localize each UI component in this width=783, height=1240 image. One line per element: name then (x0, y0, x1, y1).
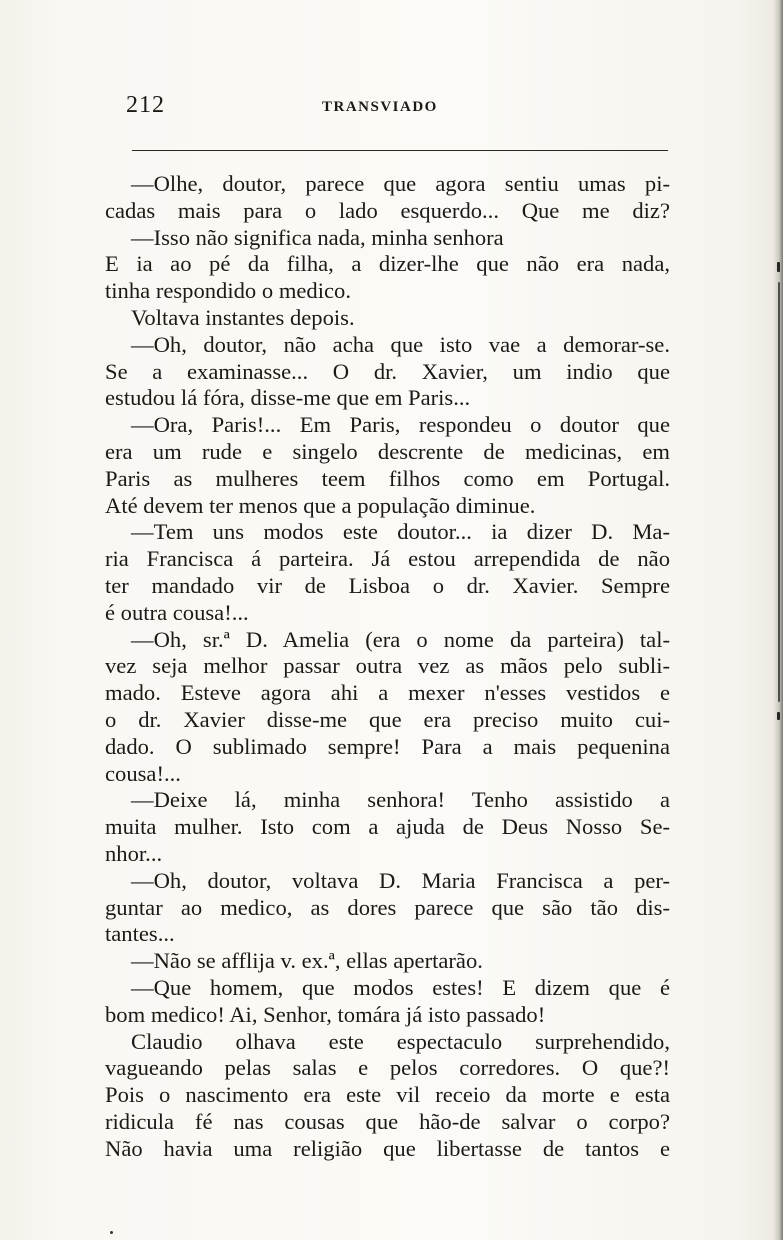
text-line: dado. O sublimado sempre! Para a mais pequenina (105, 733, 670, 759)
text-line: Até devem ter menos que a população diminue. (105, 492, 536, 518)
text-line: —Olhe, doutor, parece que agora sentiu umas pi- (131, 171, 670, 196)
text-line: é outra cousa!... (105, 599, 249, 625)
text-line: guntar ao medico, as dores parece que são tão dis- (105, 894, 670, 920)
text-line: bom medico! Ai, Senhor, tomára já isto passado! (105, 1001, 546, 1027)
text-line: Se a examinasse... O dr. Xavier, um indio que (105, 358, 670, 384)
text-line: —Oh, sr.ª D. Amelia (era o nome da parteira) tal- (131, 626, 670, 652)
text-line: —Oh, doutor, não acha que isto vae a demorar-se. (131, 331, 670, 357)
text-line: tinha respondido o medico. (105, 278, 351, 304)
text-line: —Que homem, que modos estes! E dizem que é (131, 974, 670, 1000)
edge-mark (778, 282, 780, 702)
page-number: 212 (126, 92, 165, 118)
text-line: —Oh, doutor, voltava D. Maria Francisca a per- (131, 867, 670, 893)
text-line: ter mandado vir de Lisboa o dr. Xavier. Sempre (105, 572, 670, 598)
text-line: vez seja melhor passar outra vez as mãos pelo subli- (105, 653, 670, 679)
text-line: ria Francisca á parteira. Já estou arrependida de não (105, 546, 670, 572)
edge-mark (777, 712, 780, 720)
text-line: —Tem uns modos este doutor... ia dizer D. Ma- (131, 519, 670, 545)
text-line: Não havia uma religião que libertasse de tantos e (105, 1135, 670, 1161)
text-line: vagueando pelas salas e pelos corredores. O que?! (105, 1055, 670, 1081)
text-line: Claudio olhava este espectaculo surprehendido, (131, 1028, 670, 1054)
text-line: Paris as mulheres teem filhos como em Portugal. (105, 465, 670, 491)
print-speck (110, 1231, 113, 1234)
edge-mark (777, 262, 780, 272)
text-line: mado. Esteve agora ahi a mexer n'esses vestidos e (105, 680, 670, 706)
body-text (105, 171, 670, 1162)
running-title: TRANSVIADO (322, 99, 438, 115)
text-line: tantes... (105, 921, 175, 947)
text-line: estudou lá fóra, disse-me que em Paris... (105, 385, 471, 411)
text-line: —Não se afflija v. ex.ª, ellas apertarão. (131, 948, 483, 974)
text-line: nhor... (105, 840, 163, 866)
text-line: era um rude e singelo descrente de medicinas, em (105, 438, 670, 464)
text-line: —Deixe lá, minha senhora! Tenho assistido a (131, 787, 670, 813)
text-line: o dr. Xavier disse-me que era preciso muito cui- (105, 706, 670, 732)
text-line: —Ora, Paris!... Em Paris, respondeu o doutor que (131, 412, 670, 438)
text-line: cousa!... (105, 760, 181, 786)
text-line: muita mulher. Isto com a ajuda de Deus Nosso Se- (105, 814, 670, 840)
text-line: cadas mais para o lado esquerdo... Que me diz? (105, 197, 670, 223)
page-header (126, 92, 671, 122)
text-line: Pois o nascimento era este vil receio da morte e esta (105, 1082, 670, 1108)
text-line: E ia ao pé da filha, a dizer-lhe que não era nada, (105, 251, 670, 277)
text-line: Voltava instantes depois. (131, 304, 355, 330)
header-rule (132, 150, 668, 151)
text-line: ridicula fé nas cousas que hão-de salvar o corpo? (105, 1108, 670, 1134)
text-line: —Isso não significa nada, minha senhora (131, 224, 504, 250)
